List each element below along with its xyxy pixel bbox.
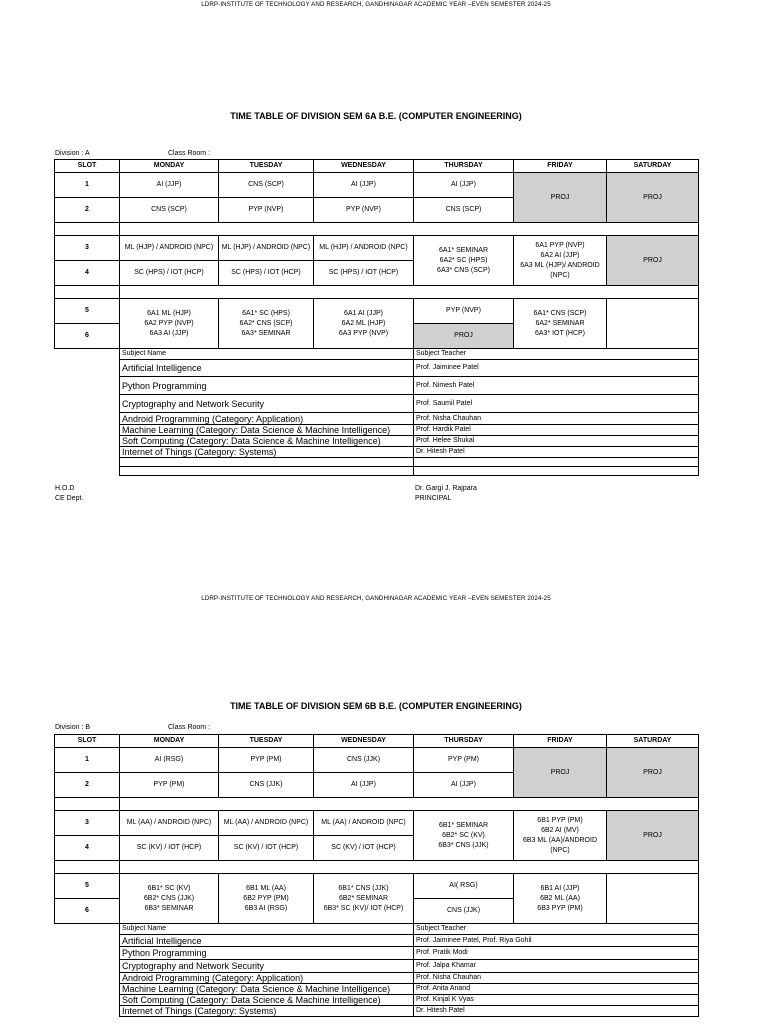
cell: SC (HPS) / IOT (HCP) [219,261,314,286]
blank-cell [55,1006,120,1017]
spacer-cell [120,861,699,874]
cell-line: 6B2 PYP (PM) [243,894,289,902]
slot-number: 1 [55,748,120,773]
cell: SC (KV) / IOT (HCP) [120,836,219,861]
blank-cell [55,984,120,995]
cell-multi-line [514,874,607,924]
slot-number: 5 [55,299,120,324]
cell: SC (KV) / IOT (HCP) [219,836,314,861]
cell-line: 6A2* CNS (SCP) [239,319,293,327]
cell-line: 6B2* CNS (JJK) [143,894,195,902]
cell: ML (HJP) / ANDROID (NPC) [314,236,414,261]
cell-multi-line [414,811,514,861]
class-room-label: Class Room : [168,150,211,157]
cell: ML (HJP) / ANDROID (NPC) [219,236,314,261]
subject-teacher: Prof. Jaiminee Patel, Prof. Riya Gohil [414,935,699,947]
cell: PYP (NVP) [314,198,414,223]
subject-teacher: Prof. Nimesh Patel [414,377,699,395]
subject-teacher: Prof. Jaiminee Patel [414,360,699,377]
cell: AI (JJP) [414,173,514,198]
hod-dept: CE Dept. [55,495,84,502]
hod-title: H.O.D [55,485,75,492]
subject-teacher: Prof. Anita Anand [414,984,699,995]
subject-name: Machine Learning (Category: Data Science & Machine Intelligence) [120,984,414,995]
slot-number: 2 [55,773,120,798]
cell-line: 6A2 PYP (NVP) [144,319,194,327]
spacer-cell [55,223,120,236]
subject-name: Cryptography and Network Security [120,395,414,413]
slot-number: 3 [55,811,120,836]
cell-line: 6A1* SC (HPS) [242,309,290,317]
cell-multi-line [314,874,414,924]
cell-multi-line [514,811,607,861]
header-monday: MONDAY [120,735,219,748]
cell-proj: PROJ [514,748,607,798]
slot-number: 4 [55,836,120,861]
cell: CNS (SCP) [414,198,514,223]
cell: AI (JJP) [120,173,219,198]
cell: SC (HPS) / IOT (HCP) [314,261,414,286]
spacer-cell [55,286,120,299]
header-slot: SLOT [55,160,120,173]
cell-empty [607,874,699,924]
principal-title: PRINCIPAL [415,495,452,502]
timetable-title: TIME TABLE OF DIVISION SEM 6B B.E. (COMPUTER ENGINEERING) [230,701,522,711]
subject-teacher: Prof. Hardik Patel [414,425,699,436]
slot-number: 3 [55,236,120,261]
cell-multi-line [514,236,607,286]
cell: CNS (SCP) [120,198,219,223]
blank-cell [55,413,120,425]
header-friday: FRIDAY [514,160,607,173]
header-slot: SLOT [55,735,120,748]
cell-line: 6B3 ML (AA)/ANDROID (NPC) [522,836,598,854]
cell-proj: PROJ [514,173,607,223]
blank-cell [120,458,414,467]
header-friday: FRIDAY [514,735,607,748]
timetable-title: TIME TABLE OF DIVISION SEM 6A B.E. (COMPUTER ENGINEERING) [230,111,522,121]
cell-line: 6A3* CNS (SCP) [437,266,490,274]
blank-cell [414,467,699,476]
cell-line: 6A1 PYP (NVP) [535,241,585,249]
cell-line: 6A2 AI (JJP) [540,251,580,259]
blank-cell [55,973,120,984]
cell-line: 6A1 ML (HJP) [147,309,191,317]
cell-line: 6A2* SC (HPS) [439,256,488,264]
blank-cell [55,947,120,960]
cell-proj: PROJ [607,748,699,798]
cell: SC (KV) / IOT (HCP) [314,836,414,861]
cell-line: 6B3 PYP (PM) [537,904,583,912]
subject-teacher: Prof. Kinjal K Vyas [414,995,699,1006]
cell: CNS (JJK) [219,773,314,798]
cell-line: 6A1* CNS (SCP) [533,309,587,317]
cell: AI (JJP) [414,773,514,798]
cell: CNS (SCP) [219,173,314,198]
header-thursday: THURSDAY [414,735,514,748]
blank-cell [55,349,120,360]
cell-multi-line [414,236,514,286]
subject-name: Cryptography and Network Security [120,960,414,973]
header-saturday: SATURDAY [607,735,699,748]
cell-multi-line [219,874,314,924]
principal-name: Dr. Gargi J. Rajpara [415,485,477,492]
cell-line: 6A3* SEMINAR [241,329,291,337]
subject-name: Python Programming [120,947,414,960]
cell: ML (HJP) / ANDROID (NPC) [120,236,219,261]
cell-proj: PROJ [414,324,514,349]
slot-number: 1 [55,173,120,198]
blank-cell [55,395,120,413]
blank-cell [55,377,120,395]
cell-line: 6A3 PYP (NVP) [338,329,389,337]
subject-teacher: Dr. Hitesh Patel [414,447,699,458]
blank-cell [55,960,120,973]
subject-teacher: Prof. Helee Shukal [414,436,699,447]
division-label: Division : B [55,724,91,731]
subject-name: Android Programming (Category: Application) [120,413,414,425]
slot-number: 6 [55,324,120,349]
spacer-cell [55,798,120,811]
cell: CNS (JJK) [414,899,514,924]
cell-line: 6A1 AI (JJP) [344,309,383,317]
subject-teacher: Prof. Jalpa Khamar [414,960,699,973]
cell-multi-line [219,299,314,349]
cell-multi-line [514,299,607,349]
slot-number: 4 [55,261,120,286]
timetable-grid [54,159,699,476]
cell: ML (AA) / ANDROID (NPC) [219,811,314,836]
cell-multi-line [314,299,414,349]
cell-line: 6B3 AI (RSG) [244,904,288,912]
blank-cell [55,447,120,458]
blank-cell [55,436,120,447]
cell-proj: PROJ [607,811,699,861]
cell-line: 6A3 ML (HJP)/ ANDROID (NPC) [520,261,600,279]
cell: ML (AA) / ANDROID (NPC) [120,811,219,836]
slot-number: 5 [55,874,120,899]
subject-name: Android Programming (Category: Application) [120,973,414,984]
cell: PYP (PM) [414,748,514,773]
cell-line: 6B1* CNS (JJK) [338,884,389,892]
header-saturday: SATURDAY [607,160,699,173]
cell-line: 6B1 PYP (PM) [537,816,583,824]
subject-teacher-header: Subject Teacher [414,924,699,935]
spacer-cell [120,286,699,299]
blank-cell [55,360,120,377]
cell-line: 6B2* SC (KV) [442,831,485,839]
cell-line: 6B2 AI (MV) [541,826,579,834]
subject-teacher: Prof. Pratik Modi [414,947,699,960]
header-thursday: THURSDAY [414,160,514,173]
cell: ML (AA) / ANDROID (NPC) [314,811,414,836]
cell-line: 6B3* CNS (JJK) [438,841,489,849]
blank-cell [55,458,120,467]
cell-proj: PROJ [607,173,699,223]
header-tuesday: TUESDAY [219,735,314,748]
header-monday: MONDAY [120,160,219,173]
cell: PYP (PM) [219,748,314,773]
slot-number: 2 [55,198,120,223]
subject-name: Artificial Intelligence [120,360,414,377]
subject-name: Python Programming [120,377,414,395]
blank-cell [55,425,120,436]
subject-teacher: Prof. Saumil Patel [414,395,699,413]
header-wednesday: WEDNESDAY [314,160,414,173]
spacer-cell [120,223,699,236]
cell-line: 6B1 ML (AA) [246,884,286,892]
blank-cell [55,467,120,476]
cell: PYP (PM) [120,773,219,798]
blank-cell [120,467,414,476]
cell-line: 6B3* SEMINAR [144,904,194,912]
header-tuesday: TUESDAY [219,160,314,173]
cell-line: 6B3* SC (KV)/ IOT (HCP) [323,904,404,912]
subject-teacher: Prof. Nisha Chauhan [414,413,699,425]
cell: AI( RSG) [414,874,514,899]
class-room-label: Class Room : [168,724,211,731]
cell-line: 6B2* SEMINAR [338,894,389,902]
header-wednesday: WEDNESDAY [314,735,414,748]
timetable-grid [54,734,699,1017]
cell-line: 6A1* SEMINAR [438,246,489,254]
hod-signature [55,484,255,504]
cell: AI (RSG) [120,748,219,773]
cell: AI (JJP) [314,173,414,198]
spacer-cell [120,798,699,811]
subject-teacher: Prof. Nisha Chauhan [414,973,699,984]
cell-line: 6A2 ML (HJP) [341,319,386,327]
cell: SC (HPS) / IOT (HCP) [120,261,219,286]
subject-name: Machine Learning (Category: Data Science & Machine Intelligence) [120,425,414,436]
cell-line: 6A2* SEMINAR [535,319,585,327]
cell-line: 6B2 ML (AA) [540,894,580,902]
institute-header: LDRP-INSTITUTE OF TECHNOLOGY AND RESEARCH, GANDHINAGAR ACADEMIC YEAR –EVEN SEMESTER 2024-25 [201,595,551,602]
subject-name: Soft Computing (Category: Data Science & Machine Intelligence) [120,436,414,447]
subject-name: Internet of Things (Category: Systems) [120,1006,414,1017]
slot-number: 6 [55,899,120,924]
subject-name: Soft Computing (Category: Data Science & Machine Intelligence) [120,995,414,1006]
subject-name: Internet of Things (Category: Systems) [120,447,414,458]
cell-line: 6B1* SEMINAR [438,821,489,829]
spacer-cell [55,861,120,874]
cell-multi-line [120,299,219,349]
blank-cell [414,458,699,467]
principal-signature [415,484,615,504]
cell-line: 6B1 AI (JJP) [540,884,580,892]
cell-line: 6A3* IOT (HCP) [534,329,586,337]
subject-teacher-header: Subject Teacher [414,349,699,360]
division-label: Division : A [55,150,90,157]
cell: PYP (NVP) [219,198,314,223]
subject-name-header: Subject Name [120,349,414,360]
blank-cell [55,995,120,1006]
cell: CNS (JJK) [314,748,414,773]
blank-cell [55,924,120,935]
cell-empty [607,299,699,349]
cell-multi-line [120,874,219,924]
blank-cell [55,935,120,947]
subject-name-header: Subject Name [120,924,414,935]
cell-line: 6B1* SC (KV) [147,884,191,892]
subject-name: Artificial Intelligence [120,935,414,947]
institute-header: LDRP-INSTITUTE OF TECHNOLOGY AND RESEARCH, GANDHINAGAR ACADEMIC YEAR –EVEN SEMESTER 2024-25 [201,1,551,8]
subject-teacher: Dr. Hitesh Patel [414,1006,699,1017]
cell-line: 6A3 AI (JJP) [149,329,189,337]
cell: PYP (NVP) [414,299,514,324]
cell-proj: PROJ [607,236,699,286]
cell: AI (JJP) [314,773,414,798]
